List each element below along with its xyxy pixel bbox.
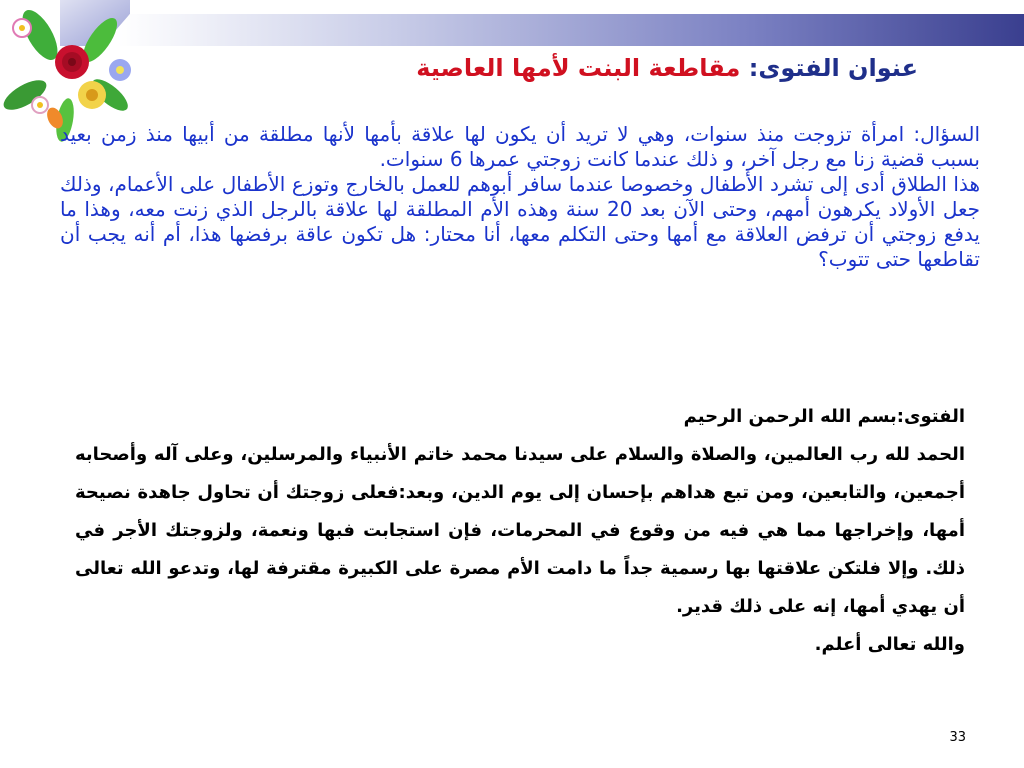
answer-block [75,398,965,664]
red-rose-icon [55,45,89,79]
slide-number: 33 [949,730,966,745]
answer-heading: الفتوى:بسم الله الرحمن الرحيم [683,406,965,427]
title-label: عنوان الفتوى: [748,54,918,82]
header-gradient-bar [118,14,1024,46]
title-value: مقاطعة البنت لأمها العاصية [416,54,741,82]
question-block [60,122,980,272]
answer-closing: والله تعالى أعلم. [814,634,965,655]
slide-title [416,54,918,82]
blue-flower-icon [109,59,131,81]
question-paragraph: هذا الطلاق أدى إلى تشرد الأطفال وخصوصا عندما سافر أبوهم للعمل بالخارج وتوزع الأطفال على الأعمام، وذلك جعل الأولاد يكرهون أمهم، وحتى الآن بعد 20 سنة وهذه الأم المطلقة لها علاقة بالرجل الذي زنت معه، وهذا ما يدفع زوجتي أن ترفض العلاقة مع أمها وحتى التكلم معها، أنا محتار: هل تكون عاقة برفضها هذا، أم أنه يجب أن تقاطعها حتى تتوب؟ [60,172,980,271]
yellow-flower-icon [78,81,106,109]
answer-paragraph: الحمد لله رب العالمين، والصلاة والسلام على سيدنا محمد خاتم الأنبياء والمرسلين، وعلى آله وأصحابه أجمعين، والتابعين، ومن تبع هداهم بإحسان إلى يوم الدين، وبعد:فعلى زوجتك أن تحاول جاهدة نصيحة أمها، وإخراجها مما هي فيه من وقوع في المحرمات، فإن استجابت فبها ونعمة، ولزوجتك الأجر في ذلك. وإلا فلتكن علاقتها بها رسمية جداً ما دامت الأم مصرة على الكبيرة مقترفة لها، وتدعو الله تعالى أن يهدي أمها، إنه على ذلك قدير. [75,444,965,617]
question-paragraph: السؤال: امرأة تزوجت منذ سنوات، وهي لا تريد أن يكون لها علاقة بأمها لأنها مطلقة من أبيها منذ زمن بعيد بسبب قضية زنا مع رجل آخر، و ذلك عندما كانت زوجتي عمرها 6 سنوات. [60,122,980,171]
